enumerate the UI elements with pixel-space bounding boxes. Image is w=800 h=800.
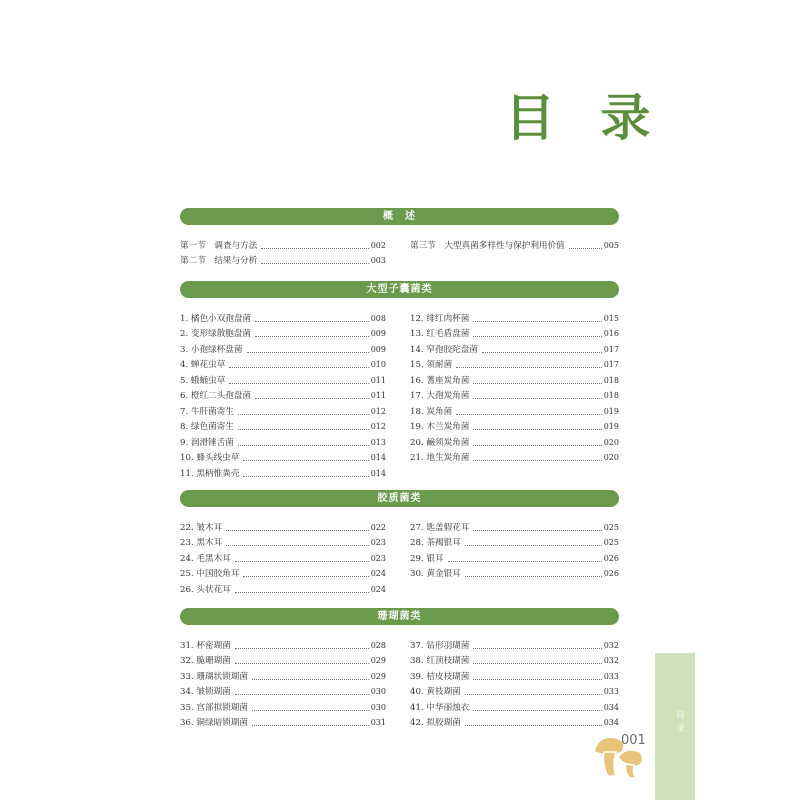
- toc-entry[interactable]: [180, 518, 386, 534]
- toc-entry-page: 032: [603, 640, 619, 650]
- leader-dots: [473, 383, 601, 384]
- toc-entry-page: 008: [370, 313, 386, 323]
- toc-entry-title: 13. 红毛盾盘菌: [410, 329, 470, 339]
- toc-entry[interactable]: [180, 565, 386, 581]
- toc-entry[interactable]: [180, 387, 386, 403]
- side-tab: [655, 653, 695, 800]
- toc-entry-title: 22. 皱木耳: [180, 522, 223, 533]
- leader-dots: [226, 545, 369, 546]
- toc-entry-page: 011: [370, 391, 386, 400]
- toc-entry-title: 35. 宫部拟锁瑚菌: [180, 702, 248, 713]
- toc-entry-title: 42. 拟胶瑚菌: [410, 718, 461, 728]
- toc-entry-page: 034: [603, 702, 619, 712]
- toc-entry-page: 019: [603, 422, 619, 431]
- toc-entry-page: 020: [603, 437, 619, 447]
- toc-entry-page: 028: [370, 640, 386, 650]
- leader-dots: [229, 383, 368, 384]
- leader-dots: [473, 679, 601, 680]
- toc-entry[interactable]: [180, 464, 386, 480]
- toc-entry-page: 009: [370, 344, 386, 354]
- toc-entry-page: 020: [603, 453, 619, 462]
- leader-dots: [252, 725, 369, 726]
- toc-entry-page: 003: [370, 256, 386, 265]
- leader-dots: [482, 352, 602, 353]
- toc-column-right: [410, 309, 619, 464]
- toc-entry-title: 40. 黄枝瑚菌: [410, 687, 461, 697]
- toc-entry-page: 025: [603, 522, 619, 532]
- toc-entry-page: 032: [603, 656, 619, 665]
- toc-entry[interactable]: [180, 325, 386, 341]
- toc-entry[interactable]: [410, 549, 619, 565]
- toc-entry[interactable]: [180, 714, 386, 730]
- section-heading: 概 述: [180, 208, 619, 225]
- toc-entry-title: 8. 绿色菌寄生: [180, 422, 234, 432]
- leader-dots: [255, 398, 369, 399]
- toc-entry-title: 26. 头状花耳: [180, 584, 231, 595]
- toc-column-right: [410, 236, 619, 252]
- toc-entry-title: 29. 银耳: [410, 553, 444, 564]
- section-heading: 珊瑚菌类: [180, 608, 619, 625]
- toc-entry-page: 023: [370, 553, 386, 563]
- toc-entry[interactable]: [410, 565, 619, 581]
- toc-entry-title: 6. 橙红二头孢盘菌: [180, 391, 252, 401]
- toc-entry-page: 023: [370, 538, 386, 547]
- toc-entry-page: 017: [603, 360, 619, 369]
- toc-entry-title: 34. 皱锁瑚菌: [180, 687, 231, 697]
- leader-dots: [235, 592, 369, 593]
- toc-entry[interactable]: [410, 402, 619, 418]
- leader-dots: [465, 725, 602, 726]
- toc-entry[interactable]: [410, 683, 619, 699]
- side-tab-label: 目录: [674, 710, 684, 736]
- toc-entry-title: 18. 炭角菌: [410, 406, 453, 417]
- leader-dots: [473, 398, 601, 399]
- toc-entry-title: 39. 桔皮枝瑚菌: [410, 671, 470, 682]
- toc-entry-title: 24. 毛黑木耳: [180, 553, 231, 564]
- toc-entry-title: 25. 中国胶角耳: [180, 569, 240, 579]
- toc-entry[interactable]: [410, 534, 619, 550]
- leader-dots: [243, 476, 368, 477]
- mushroom-icon: [588, 722, 648, 782]
- toc-entry-page: 014: [370, 468, 386, 478]
- leader-dots: [255, 336, 369, 337]
- toc-entry-title: 第二节 结果与分析: [180, 256, 258, 266]
- toc-entry[interactable]: [410, 636, 619, 652]
- toc-entry-title: 3. 小孢绿杯盘菌: [180, 344, 243, 355]
- toc-entry-title: 11. 黑柄惟粪壳: [180, 468, 240, 479]
- toc-entry[interactable]: [410, 325, 619, 341]
- toc-entry-title: 第一节 调查与方法: [180, 240, 258, 251]
- toc-entry-page: 026: [603, 553, 619, 563]
- leader-dots: [473, 321, 601, 322]
- toc-entry[interactable]: [410, 698, 619, 714]
- toc-entry-title: 37. 钻形羽瑚菌: [410, 640, 470, 651]
- section-heading: 胶质菌类: [180, 490, 619, 507]
- leader-dots: [261, 263, 368, 264]
- toc-entry-page: 024: [370, 569, 386, 578]
- toc-entry[interactable]: [180, 549, 386, 565]
- leader-dots: [569, 248, 602, 249]
- leader-dots: [235, 648, 369, 649]
- toc-section: [180, 608, 619, 729]
- toc-entry-title: 23. 黑木耳: [180, 538, 223, 548]
- toc-column-left: [180, 236, 386, 267]
- toc-entry-title: 33. 珊瑚状锁瑚菌: [180, 671, 248, 682]
- toc-entry-title: 30. 黄金银耳: [410, 569, 461, 579]
- toc-entry-page: 033: [603, 687, 619, 696]
- toc-entry[interactable]: [180, 698, 386, 714]
- toc-entry-title: 32. 脆珊瑚菌: [180, 656, 231, 666]
- toc-entry[interactable]: [180, 683, 386, 699]
- page-number: 001: [621, 733, 646, 748]
- toc-entry[interactable]: [410, 309, 619, 325]
- toc-entry[interactable]: [410, 356, 619, 372]
- leader-dots: [473, 530, 601, 531]
- toc-entry[interactable]: [410, 667, 619, 683]
- toc-entry-page: 034: [603, 718, 619, 727]
- leader-dots: [229, 367, 368, 368]
- toc-entry-title: 1. 橘色小双孢盘菌: [180, 313, 252, 324]
- toc-entry-page: 013: [370, 437, 386, 447]
- toc-entry-page: 030: [370, 687, 386, 696]
- toc-entry[interactable]: [410, 371, 619, 387]
- toc-entry[interactable]: [410, 236, 619, 252]
- leader-dots: [465, 545, 602, 546]
- toc-entry-page: 009: [370, 329, 386, 338]
- leader-dots: [473, 445, 601, 446]
- toc-entry-title: 12. 绯红肉杯菌: [410, 313, 470, 324]
- leader-dots: [252, 710, 369, 711]
- toc-entry-page: 022: [370, 522, 386, 532]
- toc-entry-title: 9. 润滑锤舌菌: [180, 437, 234, 448]
- toc-entry[interactable]: [410, 518, 619, 534]
- leader-dots: [473, 336, 601, 337]
- toc-entry-title: 21. 地生炭角菌: [410, 453, 470, 463]
- toc-entry-page: 018: [603, 391, 619, 400]
- toc-column-right: [410, 518, 619, 580]
- toc-entry-page: 012: [370, 422, 386, 431]
- toc-entry-page: 005: [603, 240, 619, 250]
- toc-entry-page: 030: [370, 702, 386, 712]
- toc-entry-title: 5. 蛾蛹虫草: [180, 375, 226, 386]
- toc-entry-title: 41. 中华丽烛衣: [410, 702, 470, 713]
- toc-entry[interactable]: [410, 449, 619, 465]
- toc-entry-page: 025: [603, 538, 619, 547]
- leader-dots: [255, 321, 369, 322]
- toc-column-right: [410, 636, 619, 729]
- toc-section: [180, 490, 619, 596]
- leader-dots: [473, 663, 601, 664]
- toc-entry-page: 024: [370, 584, 386, 594]
- leader-dots: [247, 352, 369, 353]
- section-heading: 大型子囊菌类: [180, 281, 619, 298]
- leader-dots: [465, 576, 602, 577]
- toc-section: [180, 208, 619, 267]
- toc-column-left: [180, 309, 386, 480]
- toc-entry[interactable]: [180, 433, 386, 449]
- leader-dots: [473, 648, 601, 649]
- toc-entry-page: 029: [370, 656, 386, 665]
- leader-dots: [235, 663, 369, 664]
- leader-dots: [252, 679, 369, 680]
- toc-entry[interactable]: [410, 340, 619, 356]
- leader-dots: [235, 561, 369, 562]
- toc-entry-title: 第三节 大型真菌多样性与保护利用价值: [410, 240, 565, 251]
- toc-entry-page: 011: [370, 375, 386, 385]
- toc-entry-page: 031: [370, 718, 386, 727]
- toc-entry-page: 010: [370, 360, 386, 369]
- toc-entry[interactable]: [410, 387, 619, 403]
- toc-entry[interactable]: [180, 371, 386, 387]
- toc-entry-title: 27. 匙盖假花耳: [410, 522, 470, 533]
- toc-entry-page: 029: [370, 671, 386, 681]
- toc-entry[interactable]: [180, 356, 386, 372]
- leader-dots: [235, 694, 369, 695]
- toc-entry-page: 016: [603, 329, 619, 338]
- leader-dots: [243, 460, 368, 461]
- toc-entry[interactable]: [180, 667, 386, 683]
- leader-dots: [238, 414, 369, 415]
- toc-entry-page: 015: [603, 313, 619, 323]
- toc-section: [180, 281, 619, 480]
- toc-column-left: [180, 518, 386, 596]
- toc-entry[interactable]: [410, 433, 619, 449]
- leader-dots: [238, 429, 369, 430]
- toc-entry-page: 033: [603, 671, 619, 681]
- toc-entry-title: 20. 鹼须炭角菌: [410, 437, 470, 448]
- leader-dots: [473, 710, 601, 711]
- page-title: 目 录: [505, 89, 665, 147]
- toc-entry-title: 28. 茶褐银耳: [410, 538, 461, 548]
- toc-entry-page: 012: [370, 406, 386, 416]
- leader-dots: [243, 576, 368, 577]
- toc-entry-title: 19. 木兰炭角菌: [410, 422, 470, 432]
- toc-entry-title: 31. 杯密瑚菌: [180, 640, 231, 651]
- leader-dots: [473, 460, 601, 461]
- toc-entry-page: 026: [603, 569, 619, 578]
- toc-entry-title: 10. 蜂头线虫草: [180, 453, 240, 463]
- toc-entry[interactable]: [180, 652, 386, 668]
- leader-dots: [226, 530, 369, 531]
- toc-column-left: [180, 636, 386, 729]
- toc-entry[interactable]: [180, 534, 386, 550]
- toc-entry[interactable]: [410, 652, 619, 668]
- toc-entry[interactable]: [180, 636, 386, 652]
- leader-dots: [473, 429, 601, 430]
- toc-entry[interactable]: [180, 252, 386, 268]
- toc-entry-page: 018: [603, 375, 619, 385]
- toc-entry[interactable]: [180, 236, 386, 252]
- toc-entry-title: 4. 蝉花虫草: [180, 360, 226, 370]
- toc-entry-page: 014: [370, 453, 386, 462]
- toc-entry-title: 15. 须耐菌: [410, 360, 453, 370]
- toc-entry-title: 2. 变形绿散胞盘菌: [180, 329, 252, 339]
- toc-entry-title: 16. 蓍座炭角菌: [410, 375, 470, 386]
- toc-entry-page: 017: [603, 344, 619, 354]
- leader-dots: [261, 248, 368, 249]
- leader-dots: [456, 414, 602, 415]
- toc-entry-title: 17. 大孢炭角菌: [410, 391, 470, 401]
- toc-entry[interactable]: [180, 402, 386, 418]
- toc-entry-title: 36. 铜绿暗锁瑚菌: [180, 718, 248, 728]
- leader-dots: [456, 367, 602, 368]
- toc-entry[interactable]: [180, 309, 386, 325]
- leader-dots: [238, 445, 369, 446]
- toc-entry[interactable]: [180, 418, 386, 434]
- toc-entry-page: 019: [603, 406, 619, 416]
- toc-entry-page: 002: [370, 240, 386, 250]
- leader-dots: [448, 561, 602, 562]
- toc-entry-title: 14. 窄孢胶陀盘菌: [410, 344, 478, 355]
- toc-entry[interactable]: [180, 580, 386, 596]
- toc-entry-title: 7. 牛肝菌寄生: [180, 406, 234, 417]
- toc-entry[interactable]: [410, 418, 619, 434]
- toc-entry[interactable]: [180, 449, 386, 465]
- toc-entry-title: 38. 红顶枝瑚菌: [410, 656, 470, 666]
- leader-dots: [465, 694, 602, 695]
- toc-entry[interactable]: [180, 340, 386, 356]
